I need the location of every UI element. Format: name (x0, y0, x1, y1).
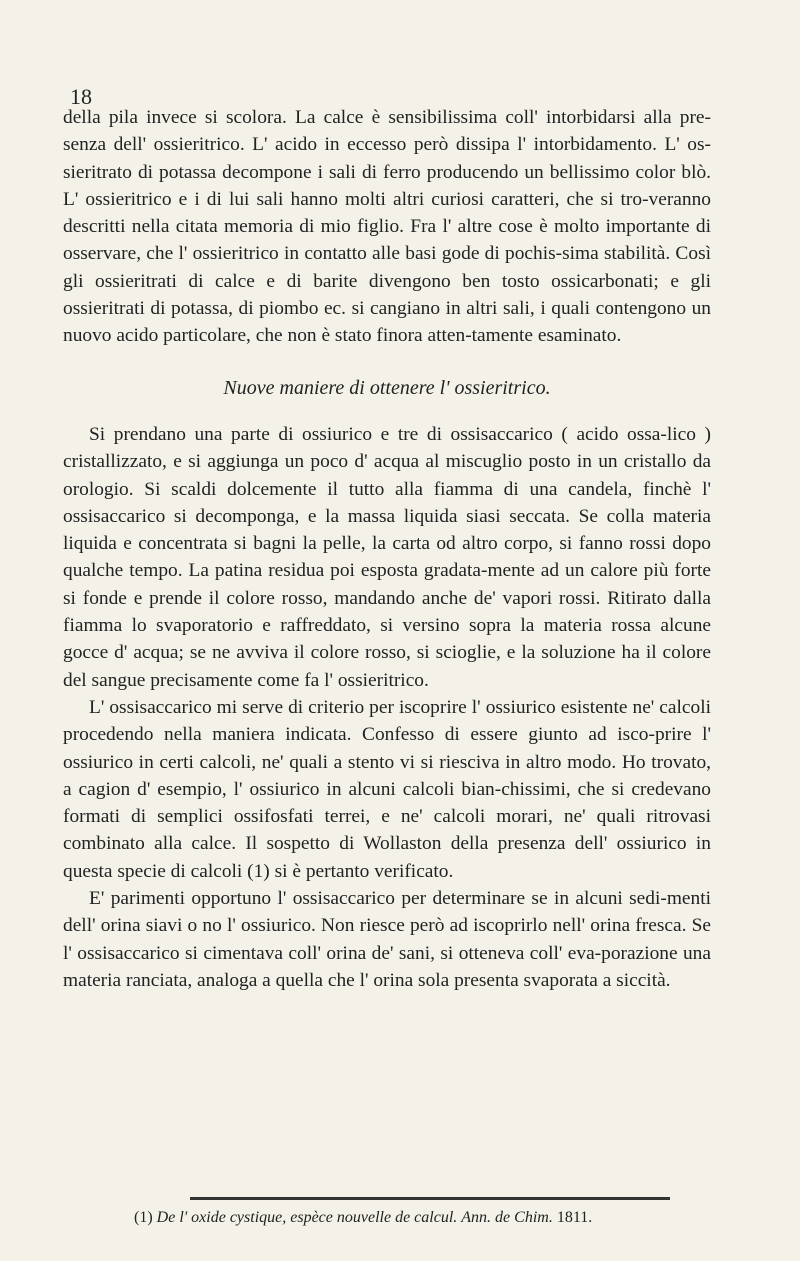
footnote-divider (190, 1197, 670, 1200)
footnote-source: Ann. de Chim. (461, 1209, 553, 1226)
footnote (134, 1208, 592, 1228)
section-heading: Nuove maniere di ottenere l' ossieritrico. (223, 376, 551, 399)
footnote-marker: (1) (134, 1209, 153, 1226)
footnote-title: De l' oxide cystique, espèce nouvelle de calcul. (156, 1209, 458, 1226)
page-number: 18 (70, 84, 92, 109)
paragraph-urine: E' parimenti opportuno l' ossisaccarico per determinare se in alcuni sedi-menti dell' orina siavi o no l' ossiurico. Non riesce però ad iscoprirlo nell' orina fresca. Se l' ossisaccarico si cimentava coll' orina de' sani, si otteneva coll' eva-porazione una materia ranciata, analoga a quella che l' orina sola presenta svaporata a siccità. (63, 888, 711, 991)
paragraph-calculi: L' ossisaccarico mi serve di criterio per iscoprire l' ossiurico esistente ne' calcoli procedendo nella maniera indicata. Confesso di essere giunto ad isco-prire l' ossiurico in certi calcoli, ne' quali a stento vi si riesciva in altro modo. Ho trovato, a cagion d' esempio, l' ossiurico in alcuni calcoli bian-chissimi, che si credevano formati di semplici ossifosfati terrei, e ne' calcoli morari, ne' quali ritrovasi combinato alla calce. Il sospetto di Wollaston della presenza dell' ossiurico in questa specie di calcoli (1) si è pertanto verificato. (63, 696, 711, 882)
paragraph-method: Si prendano una parte di ossiurico e tre di ossisaccarico ( acido ossa-lico ) cristallizzato, e si aggiunga un poco d' acqua al miscuglio posto in un cristallo da orologio. Si scaldi dolcemente il tutto alla fiamma di una candela, finchè l' ossisaccarico si decomponga, e la massa liquida siasi seccata. Se colla materia liquida e concentrata si bagni la pelle, la carta od altro corpo, si fanno rossi dopo qualche tempo. La patina residua poi esposta gradata-mente ad un calore più forte si fonde e prende il colore rosso, mandando anche de' vapori rossi. Ritirato dalla fiamma lo svaporatorio e raffreddato, si versino sopra la materia rossa alcune gocce d' acqua; se ne avviva il colore rosso, si scioglie, e la soluzione ha il colore del sangue precisamente come fa l' ossieritrico. (63, 423, 711, 691)
main-text (63, 104, 711, 994)
paragraph-continued: della pila invece si scolora. La calce è sensibilissima coll' intorbidarsi alla pre-senza dell' ossieritrico. L' acido in eccesso però dissipa l' intorbidamento. L' os-sieritrato di potassa decompone i sali di ferro producendo un bellissimo color blò. L' ossieritrico e i di lui sali hanno molti altri curiosi caratteri, che si tro-veranno descritti nella citata memoria di mio figlio. Fra l' altre cose è molto importante di osservare, che l' ossieritrico in contatto alle basi gode di pochis-sima stabilità. Così gli ossieritrati di calce e di barite divengono ben tosto ossicarbonati; e gli ossieritrati di potassa, di piombo ec. si cangiano in altri sali, i quali contengono un nuovo acido particolare, che non è stato finora atten-tamente esaminato. (63, 107, 711, 347)
footnote-year: 1811. (556, 1209, 593, 1226)
